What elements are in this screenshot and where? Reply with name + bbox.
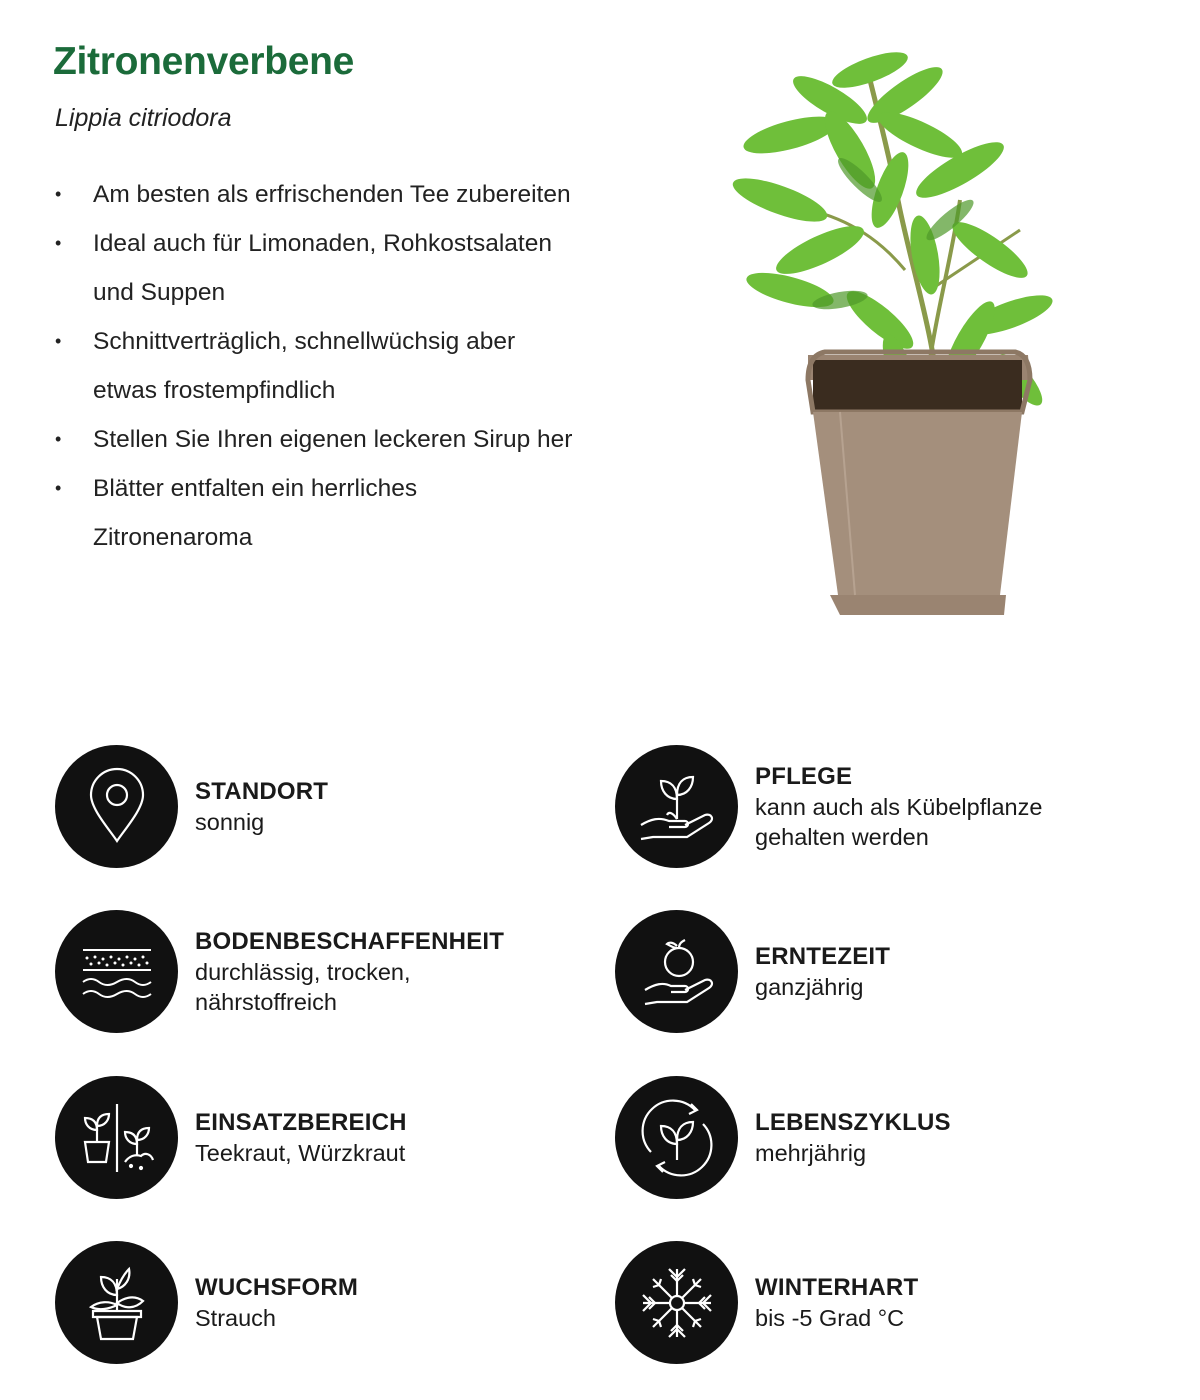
feature-standort — [55, 745, 575, 869]
bullet-glyph: • — [55, 184, 62, 204]
feature-value: gehalten werden — [755, 824, 929, 850]
latin-name: Lippia citriodora — [55, 104, 232, 132]
feature-value: nährstoffreich — [195, 989, 337, 1015]
feature-value: durchlässig, trocken, — [195, 959, 411, 985]
list-item-text: etwas frostempfindlich — [93, 377, 336, 404]
feature-winterhart — [615, 1241, 1135, 1365]
list-item — [55, 317, 635, 415]
plant-pot — [808, 352, 1030, 615]
list-item-text: Schnittverträglich, schnellwüchsig aber — [93, 328, 516, 355]
feature-label: WUCHSFORM — [195, 1274, 359, 1301]
list-item — [55, 170, 635, 219]
bullet-glyph: • — [55, 331, 62, 351]
location-pin-icon — [69, 759, 165, 855]
list-item — [55, 219, 635, 317]
feature-value: bis -5 Grad °C — [755, 1305, 905, 1331]
feature-value: Teekraut, Würzkraut — [195, 1140, 406, 1166]
feature-value: mehrjährig — [755, 1140, 867, 1166]
benefit-list — [55, 170, 635, 562]
feature-icon-circle — [615, 1241, 738, 1364]
pot-and-ground-icon — [69, 1090, 165, 1186]
feature-wuchsform — [55, 1241, 575, 1365]
list-item-text: und Suppen — [93, 279, 226, 306]
feature-icon-circle — [55, 745, 178, 868]
list-item — [55, 464, 635, 562]
feature-einsatzbereich — [55, 1076, 575, 1200]
list-item-text: Am besten als erfrischenden Tee zubereiten — [93, 181, 571, 208]
feature-erntezeit — [615, 910, 1135, 1034]
feature-icon-circle — [615, 1076, 738, 1199]
plant-in-pot-image — [700, 40, 1060, 630]
list-item — [55, 415, 635, 464]
feature-pflege — [615, 745, 1135, 869]
feature-label: WINTERHART — [755, 1274, 919, 1301]
soil-layers-icon — [69, 924, 165, 1020]
fruit-hand-icon — [629, 924, 725, 1020]
list-item-text: Blätter entfalten ein herrliches — [93, 475, 418, 502]
feature-label: BODENBESCHAFFENHEIT — [195, 928, 505, 955]
feature-boden — [55, 910, 575, 1034]
feature-icon-circle — [55, 1076, 178, 1199]
potted-shrub-icon — [69, 1255, 165, 1351]
snowflake-icon — [629, 1255, 725, 1351]
feature-icon-circle — [55, 1241, 178, 1364]
feature-value: Strauch — [195, 1305, 276, 1331]
feature-label: ERNTEZEIT — [755, 943, 891, 970]
product-title: Zitronenverbene — [53, 40, 355, 83]
feature-icon-circle — [615, 910, 738, 1033]
feature-icon-circle — [55, 910, 178, 1033]
cycle-leaf-icon — [629, 1090, 725, 1186]
bullet-glyph: • — [55, 233, 62, 253]
feature-value: sonnig — [195, 809, 265, 835]
seedling-hand-icon — [629, 759, 725, 855]
feature-label: STANDORT — [195, 778, 329, 805]
feature-icon-circle — [615, 745, 738, 868]
feature-value: ganzjährig — [755, 974, 864, 1000]
bullet-glyph: • — [55, 478, 62, 498]
feature-label: EINSATZBEREICH — [195, 1109, 407, 1136]
list-item-text: Zitronenaroma — [93, 524, 253, 551]
list-item-text: Stellen Sie Ihren eigenen leckeren Sirup her — [93, 426, 573, 453]
bullet-glyph: • — [55, 429, 62, 449]
list-item-text: Ideal auch für Limonaden, Rohkostsalaten — [93, 230, 552, 257]
feature-lebenszyklus — [615, 1076, 1135, 1200]
feature-label: PFLEGE — [755, 763, 853, 790]
feature-value: kann auch als Kübelpflanze — [755, 794, 1043, 820]
feature-label: LEBENSZYKLUS — [755, 1109, 951, 1136]
